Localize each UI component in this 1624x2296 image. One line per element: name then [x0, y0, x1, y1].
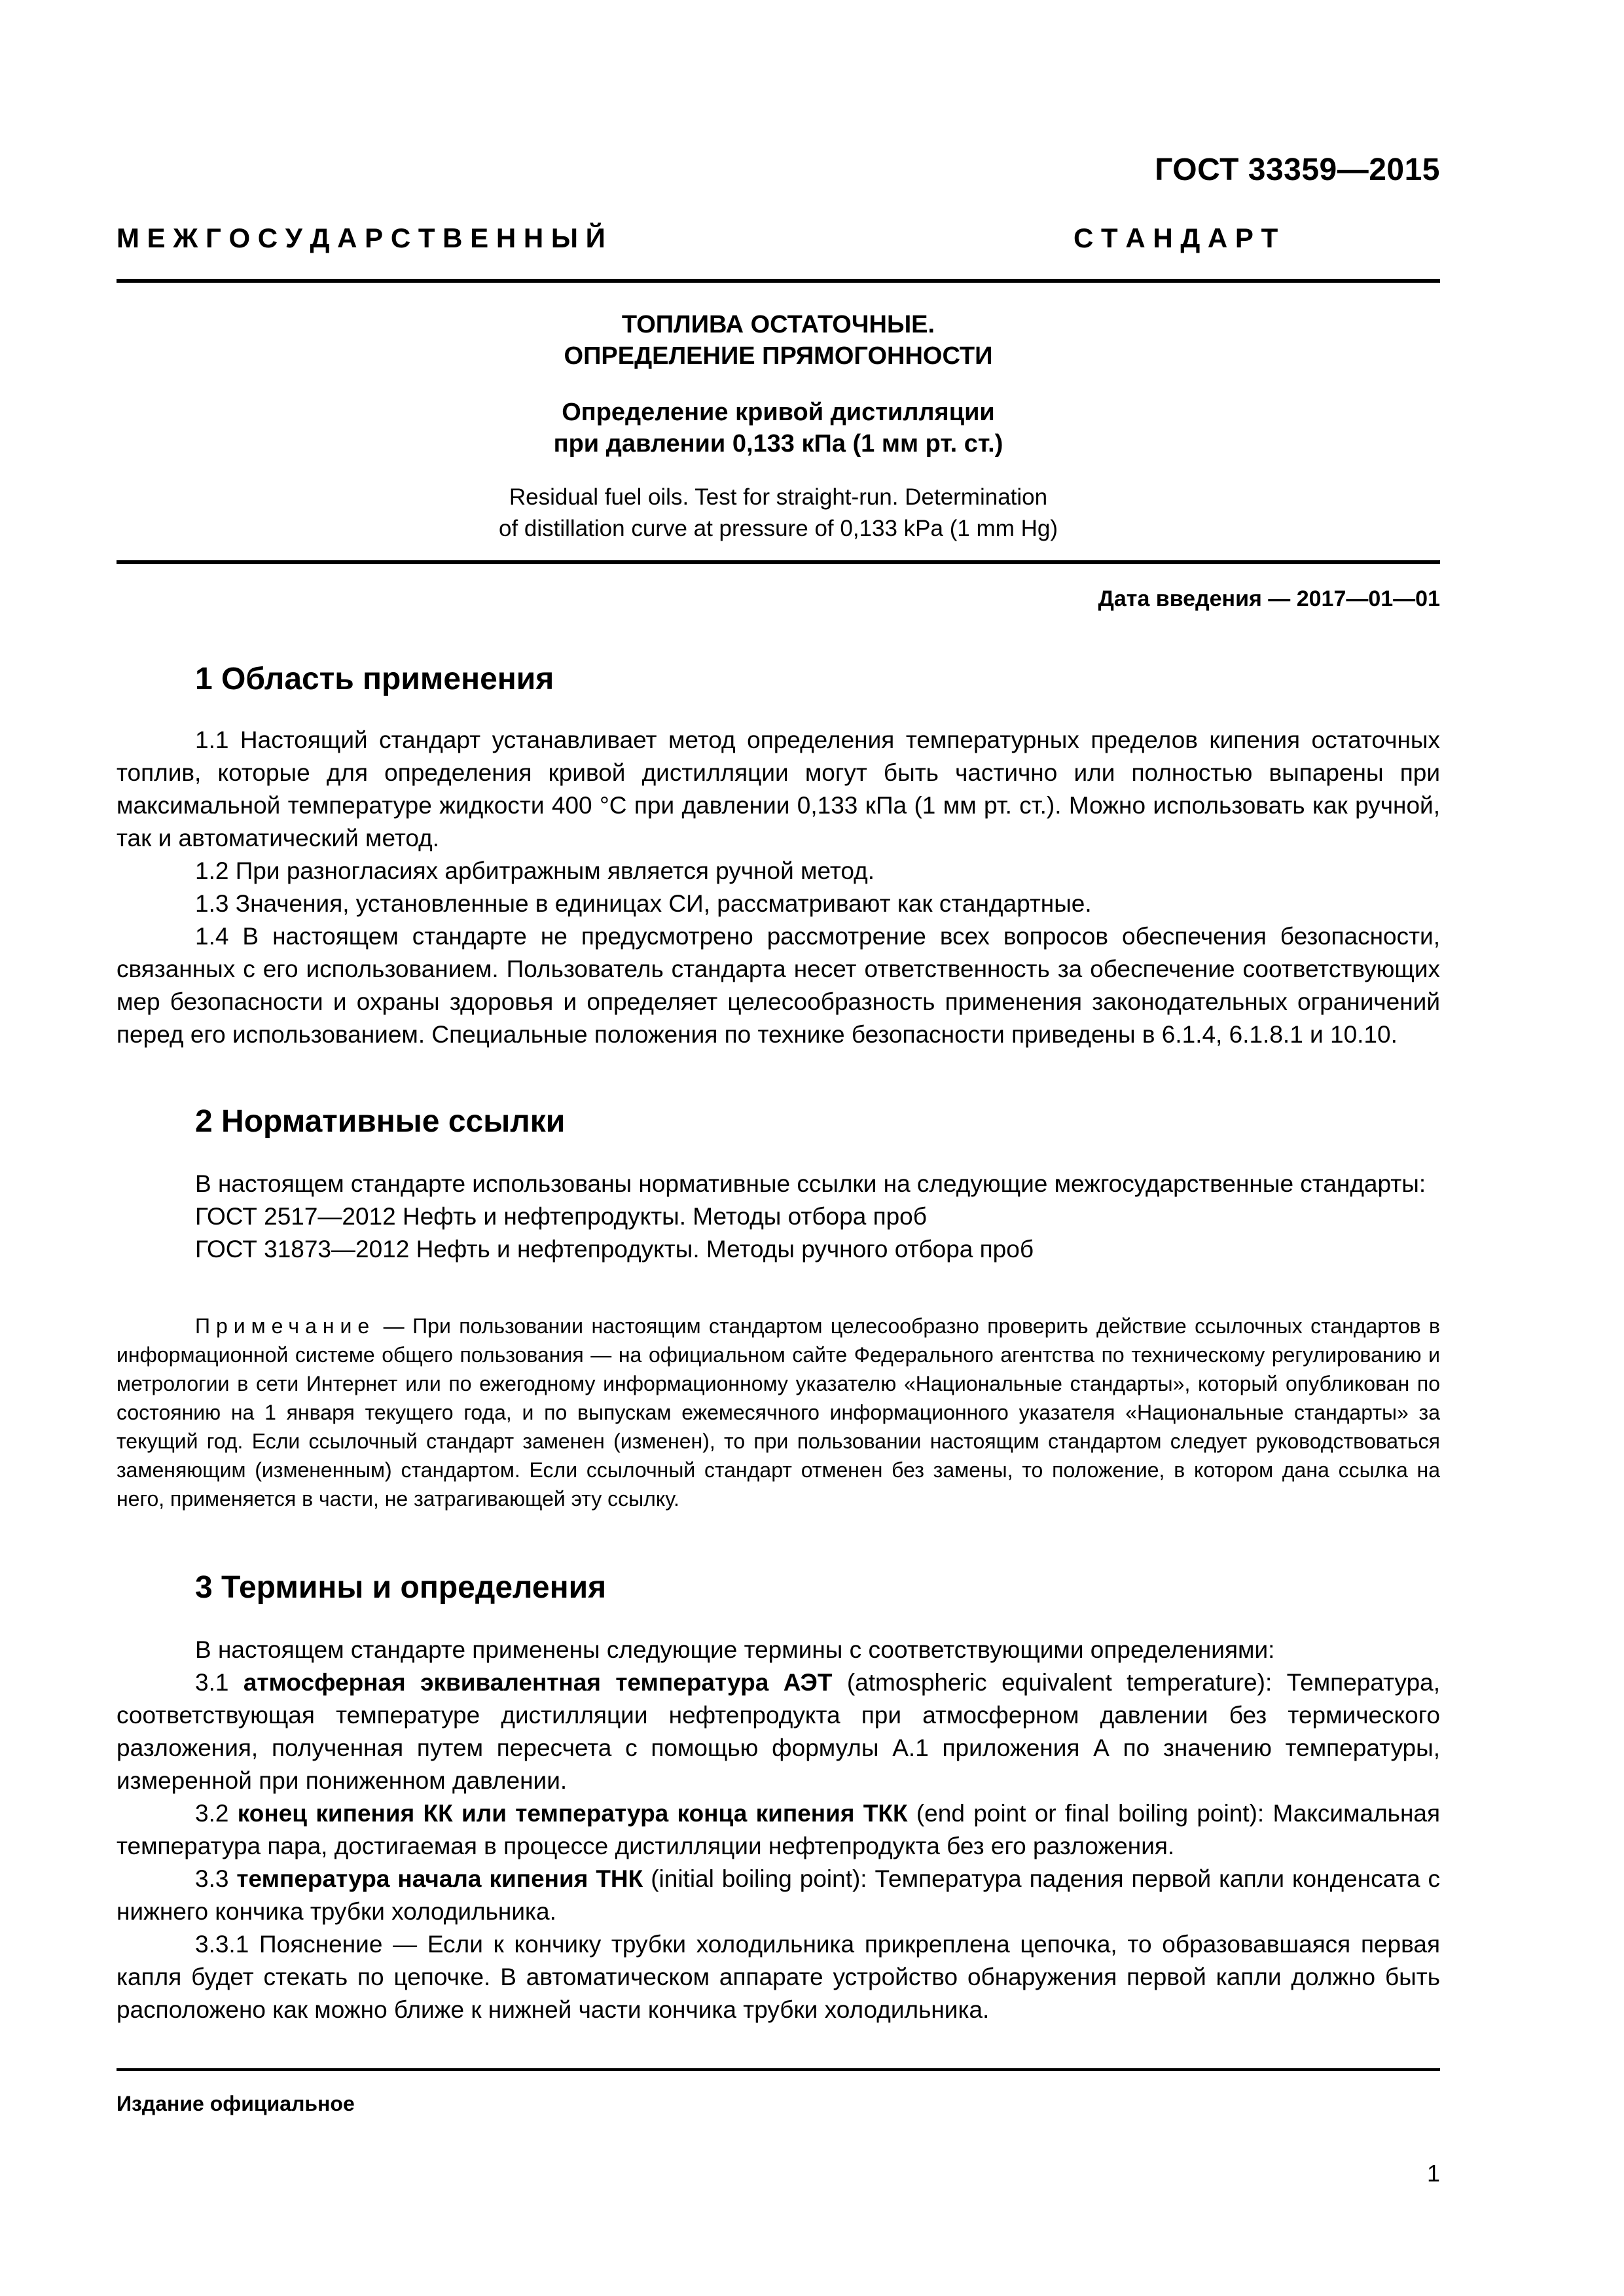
term-3-2: 3.2 конец кипения КК или температура конца кипения ТКК (end point or final boiling point): Максимальная температура пара, достигаемая в процессе дистилляции нефтепродукта без его разложения.: [117, 1800, 1441, 1859]
section-2-title: 2 Нормативные ссылки: [195, 1104, 566, 1139]
paragraph-1-1: 1.1 Настоящий стандарт устанавливает метод определения температурных пределов кипения остаточных топлив, которые для определения кривой дистилляции могут быть частично или полностью выпарены при максимальной температуре жидкости 400 °С при давлении 0,133 кПа (1 мм рт. ст.). Можно использовать как ручной, так и автоматический метод.: [117, 726, 1440, 852]
section-3-body: [117, 1634, 1440, 2026]
english-title: Residual fuel oils. Test for straight-run. Determination of distillation curve at pressure of 0,133 kPa (1 mm Hg): [499, 484, 1058, 541]
note-text: — При пользовании настоящим стандартом целесообразно проверить действие ссылочных стандартов в информационной системе общего пользования — на официальном сайте Федерального агентства по техническому регулированию и метрологии в сети Интернет или по ежегодному информационному указателю «Национальные стандарты», который опубликован по состоянию на 1 января текущего года, и по выпускам ежемесячного информационного указателя «Национальные стандарты» за текущий год. Если ссылочный стандарт заменен (изменен), то при пользовании настоящим стандартом следует руководствоваться заменяющим (измененным) стандартом. Если ссылочный стандарт отменен без замены, то положение, в котором дана ссылка на него, применяется в части, не затрагивающей эту ссылку.: [117, 1314, 1440, 1511]
section-3-title: 3 Термины и определения: [195, 1570, 607, 1605]
term-3-1-name: атмосферная эквивалентная температура АЭТ: [243, 1669, 833, 1696]
section-1-body: [117, 724, 1440, 1051]
document-code: ГОСТ 33359—2015: [1155, 152, 1440, 187]
reference-gost-31873: ГОСТ 31873—2012 Нефть и нефтепродукты. Методы ручного отбора проб: [195, 1236, 1034, 1263]
section-2-body: [117, 1168, 1440, 1266]
header-divider: [117, 279, 1440, 283]
edition-label: Издание официальное: [117, 2092, 355, 2115]
term-3-1: 3.1 атмосферная эквивалентная температура АЭТ (atmospheric equivalent temperature): Температура, соответствующая температуре дистилляции нефтепродукта при атмосферном давлении без термического разложения, полученная путем пересчета с помощью формулы А.1 приложения А по значению температуры, измеренной при пониженном давлении.: [117, 1669, 1440, 1794]
section-1-title: 1 Область применения: [195, 662, 554, 696]
term-3-3-1: 3.3.1 Пояснение — Если к кончику трубки холодильника прикреплена цепочка, то образовавшаяся первая капля будет стекать по цепочке. В автоматическом аппарате устройство обнаружения первой капли должно быть расположено как можно ближе к нижней части кончика трубки холодильника.: [117, 1931, 1440, 2023]
document-subtitle: Определение кривой дистилляции при давлении 0,133 кПа (1 мм рт. ст.): [553, 399, 1003, 457]
note-label: Примечание: [195, 1314, 376, 1338]
document-type-heading: [117, 223, 1440, 254]
title-divider: [117, 560, 1440, 564]
term-3-3-name: температура начала кипения ТНК: [236, 1865, 643, 1892]
page-number: 1: [1426, 2160, 1440, 2187]
document-title: ТОПЛИВА ОСТАТОЧНЫЕ. ОПРЕДЕЛЕНИЕ ПРЯМОГОННОСТИ: [564, 311, 993, 370]
paragraph-3-intro: В настоящем стандарте применены следующие термины с соответствующими определениями:: [195, 1636, 1275, 1663]
paragraph-1-2: 1.2 При разногласиях арбитражным является ручной метод.: [195, 857, 875, 884]
paragraph-1-4: 1.4 В настоящем стандарте не предусмотрено рассмотрение всех вопросов обеспечения безопасности, связанных с его использованием. Пользователь стандарта несет ответственность за обеспечение соответствующих мер безопасности и охраны здоровья и определяет целесообразность применения законодательных ограничений перед его использованием. Специальные положения по технике безопасности приведены в 6.1.4, 6.1.8.1 и 10.10.: [117, 923, 1440, 1048]
paragraph-1-3: 1.3 Значения, установленные в единицах СИ, рассматривают как стандартные.: [195, 890, 1092, 917]
document-type-word-1: М Е Ж Г О С У Д А Р С Т В Е Н Н Ы Й: [117, 223, 605, 253]
footer-divider: [117, 2068, 1440, 2071]
term-3-2-name: конец кипения КК или температура конца кипения ТКК: [237, 1800, 908, 1827]
introduction-date: Дата введения — 2017—01—01: [1098, 586, 1440, 611]
document-type-word-2: С Т А Н Д А Р Т: [1074, 223, 1278, 253]
reference-gost-2517: ГОСТ 2517—2012 Нефть и нефтепродукты. Методы отбора проб: [195, 1203, 927, 1230]
term-3-3: 3.3 температура начала кипения ТНК (initial boiling point): Температура падения первой капли конденсата с нижнего кончика трубки холодильника.: [117, 1865, 1441, 1925]
section-2-note: [117, 1312, 1440, 1513]
paragraph-2-intro: В настоящем стандарте использованы нормативные ссылки на следующие межгосударственные стандарты:: [195, 1170, 1426, 1197]
